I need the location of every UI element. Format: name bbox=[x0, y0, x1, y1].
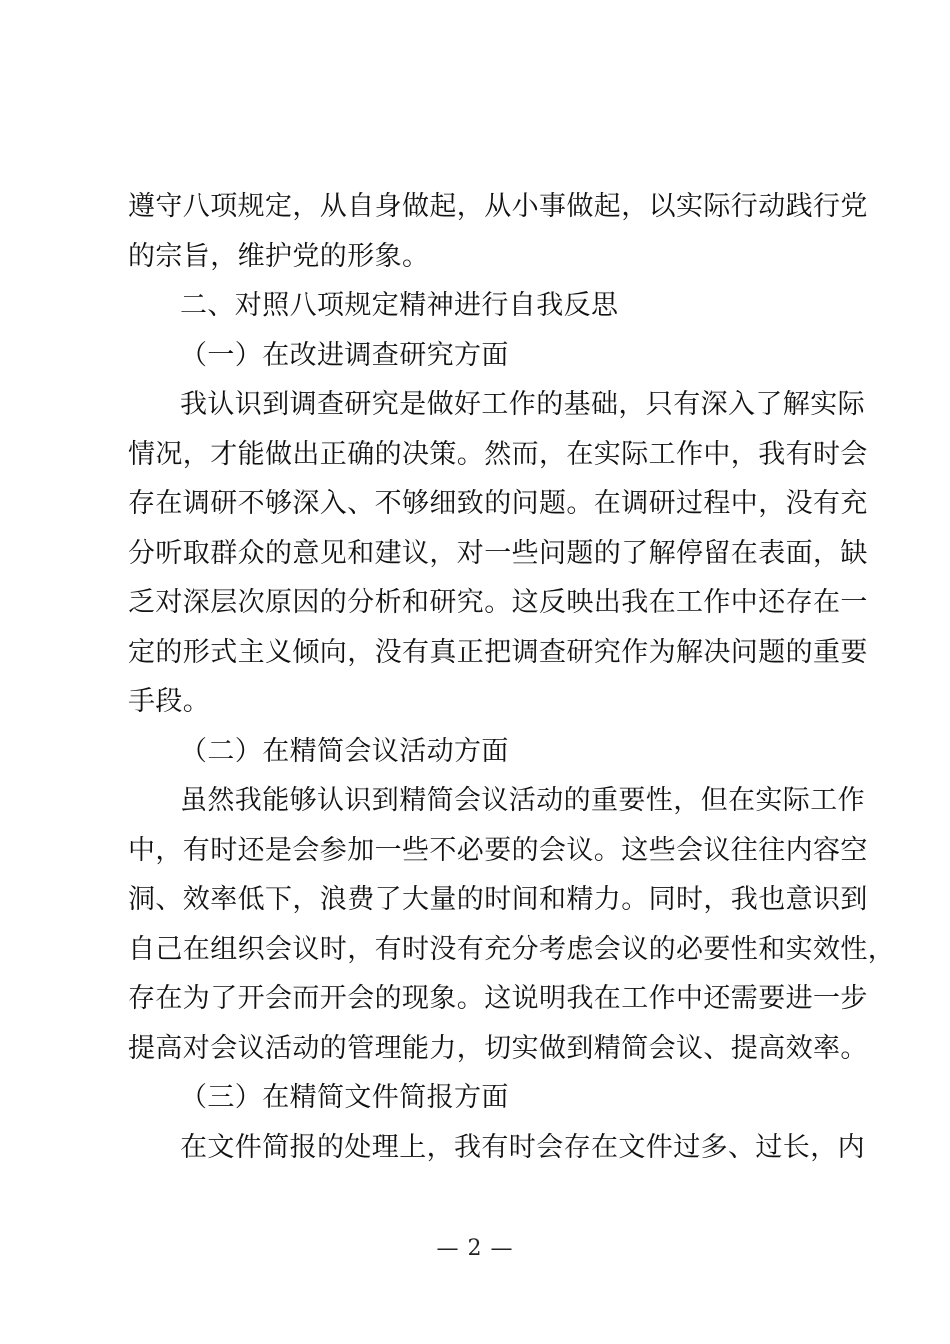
text-line: 我认识到调查研究是做好工作的基础，只有深入了解实际 bbox=[180, 389, 865, 420]
text-line: 存在调研不够深入、不够细致的问题。在调研过程中，没有充 bbox=[128, 488, 868, 519]
text-line: 虽然我能够认识到精简会议活动的重要性，但在实际工作 bbox=[180, 785, 865, 816]
text-line: 洞、效率低下，浪费了大量的时间和精力。同时，我也意识到 bbox=[128, 884, 868, 915]
subsection-heading: （二）在精简会议活动方面 bbox=[180, 735, 509, 767]
section-heading: 二、对照八项规定精神进行自我反思 bbox=[180, 290, 619, 321]
text-line: 提高对会议活动的管理能力，切实做到精简会议、提高效率。 bbox=[128, 1032, 868, 1064]
text-line: 自己在组织会议时，有时没有充分考虑会议的必要性和实效性， bbox=[128, 933, 896, 965]
text-line: 遵守八项规定，从自身做起，从小事做起，以实际行动践行党 bbox=[128, 191, 868, 222]
text-line: 乏对深层次原因的分析和研究。这反映出我在工作中还存在一 bbox=[128, 587, 868, 618]
text-line: 手段。 bbox=[128, 686, 211, 717]
document-body bbox=[128, 182, 896, 1172]
subsection-heading: （一）在改进调查研究方面 bbox=[180, 339, 509, 371]
subsection-heading: （三）在精简文件简报方面 bbox=[180, 1082, 509, 1113]
text-line: 的宗旨，维护党的形象。 bbox=[128, 240, 430, 272]
text-line: 分听取群众的意见和建议，对一些问题的了解停留在表面，缺 bbox=[128, 537, 868, 569]
text-line: 存在为了开会而开会的现象。这说明我在工作中还需要进一步 bbox=[128, 983, 868, 1014]
text-line: 在文件简报的处理上，我有时会存在文件过多、过长，内 bbox=[180, 1131, 865, 1163]
page-number: — 2 — bbox=[436, 1236, 514, 1261]
text-line: 情况，才能做出正确的决策。然而，在实际工作中，我有时会 bbox=[128, 438, 868, 470]
text-line: 定的形式主义倾向，没有真正把调查研究作为解决问题的重要 bbox=[128, 636, 868, 668]
text-line: 中，有时还是会参加一些不必要的会议。这些会议往往内容空 bbox=[128, 834, 868, 866]
